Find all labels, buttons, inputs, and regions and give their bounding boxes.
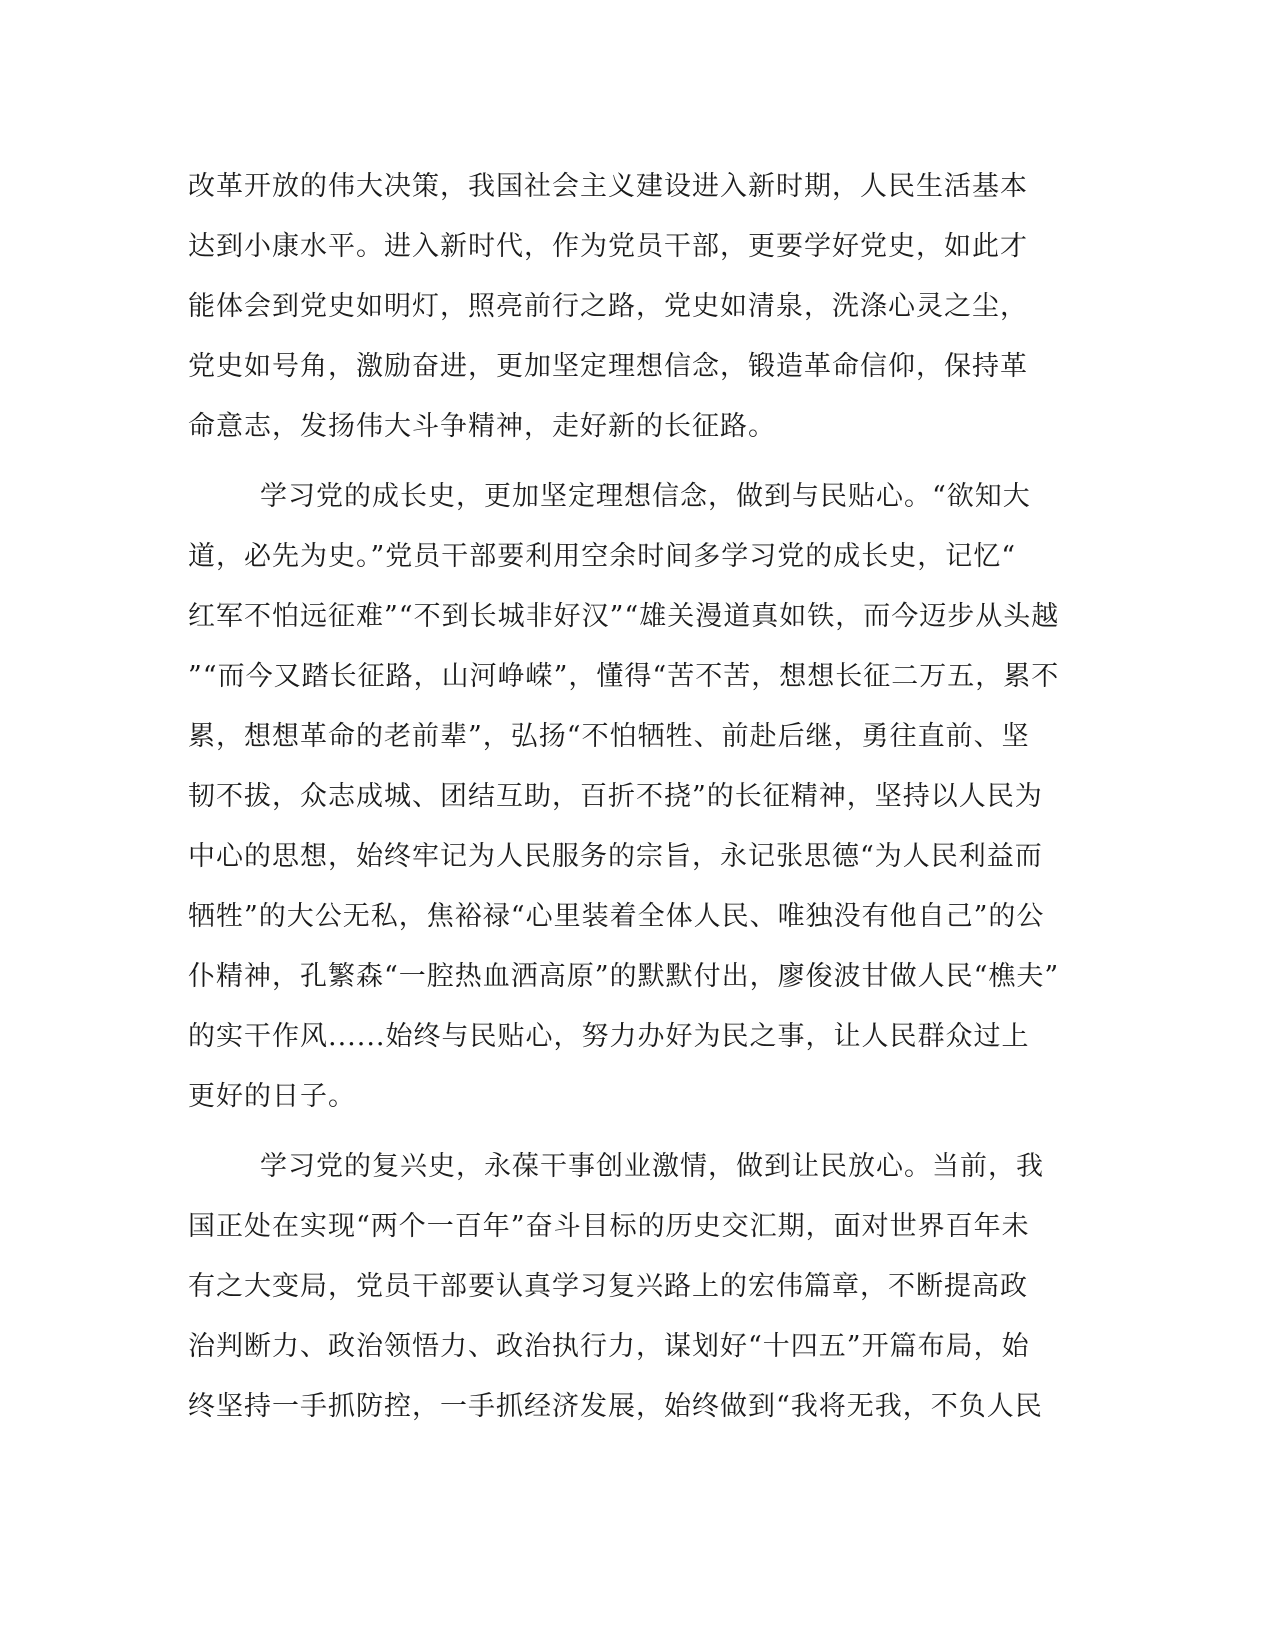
- text-line: 改革开放的伟大决策，我国社会主义建设进入新时期，人民生活基本: [188, 171, 1028, 202]
- text-line: 达到小康水平。进入新时代，作为党员干部，更要学好党史，如此才: [188, 231, 1028, 262]
- text-line: 累，想想革命的老前辈”，弘扬“不怕牺牲、前赴后继，勇往直前、坚: [188, 721, 1030, 752]
- text-line: 党史如号角，激励奋进，更加坚定理想信念，锻造革命信仰，保持革: [188, 351, 1028, 382]
- text-line: 中心的思想，始终牢记为人民服务的宗旨，永记张思德“为人民利益而: [188, 841, 1043, 872]
- text-line: 国正处在实现“两个一百年”奋斗目标的历史交汇期，面对世界百年未: [188, 1211, 1030, 1242]
- paragraph-2: [188, 467, 1088, 1127]
- body-text: [188, 157, 1088, 1437]
- text-line: 仆精神，孔繁森“一腔热血洒高原”的默默付出，廖俊波甘做人民“樵夫”: [188, 961, 1060, 992]
- text-line: 的实干作风......始终与民贴心，努力办好为民之事，让人民群众过上: [188, 1021, 1030, 1052]
- text-line: 学习党的成长史，更加坚定理想信念，做到与民贴心。“欲知大: [260, 481, 1031, 512]
- text-line: 能体会到党史如明灯，照亮前行之路，党史如清泉，洗涤心灵之尘，: [188, 291, 1028, 322]
- paragraph-gap: [188, 457, 1088, 467]
- text-line: 韧不拔，众志成城、团结互助，百折不挠”的长征精神，坚持以人民为: [188, 781, 1043, 812]
- text-line: 更好的日子。: [188, 1081, 356, 1112]
- paragraph-3: [188, 1137, 1088, 1437]
- text-line: 有之大变局，党员干部要认真学习复兴路上的宏伟篇章，不断提高政: [188, 1271, 1028, 1302]
- text-line: 道，必先为史。”党员干部要利用空余时间多学习党的成长史，记忆“: [188, 541, 1017, 572]
- text-line: 终坚持一手抓防控，一手抓经济发展，始终做到“我将无我，不负人民: [188, 1391, 1043, 1422]
- paragraph-gap: [188, 1127, 1088, 1137]
- paragraph-1: [188, 157, 1088, 457]
- text-line: 治判断力、政治领悟力、政治执行力，谋划好“十四五”开篇布局，始: [188, 1331, 1030, 1362]
- text-line: 牺牲”的大公无私，焦裕禄“心里装着全体人民、唯独没有他自己”的公: [188, 901, 1045, 932]
- text-line: 命意志，发扬伟大斗争精神，走好新的长征路。: [188, 411, 776, 442]
- text-line: ”“而今又踏长征路，山河峥嵘”，懂得“苦不苦，想想长征二万五，累不: [188, 661, 1060, 692]
- text-line: 学习党的复兴史，永葆干事创业激情，做到让民放心。当前，我: [260, 1151, 1044, 1182]
- text-line: 红军不怕远征难”“不到长城非好汉”“雄关漫道真如铁，而今迈步从头越: [188, 601, 1060, 632]
